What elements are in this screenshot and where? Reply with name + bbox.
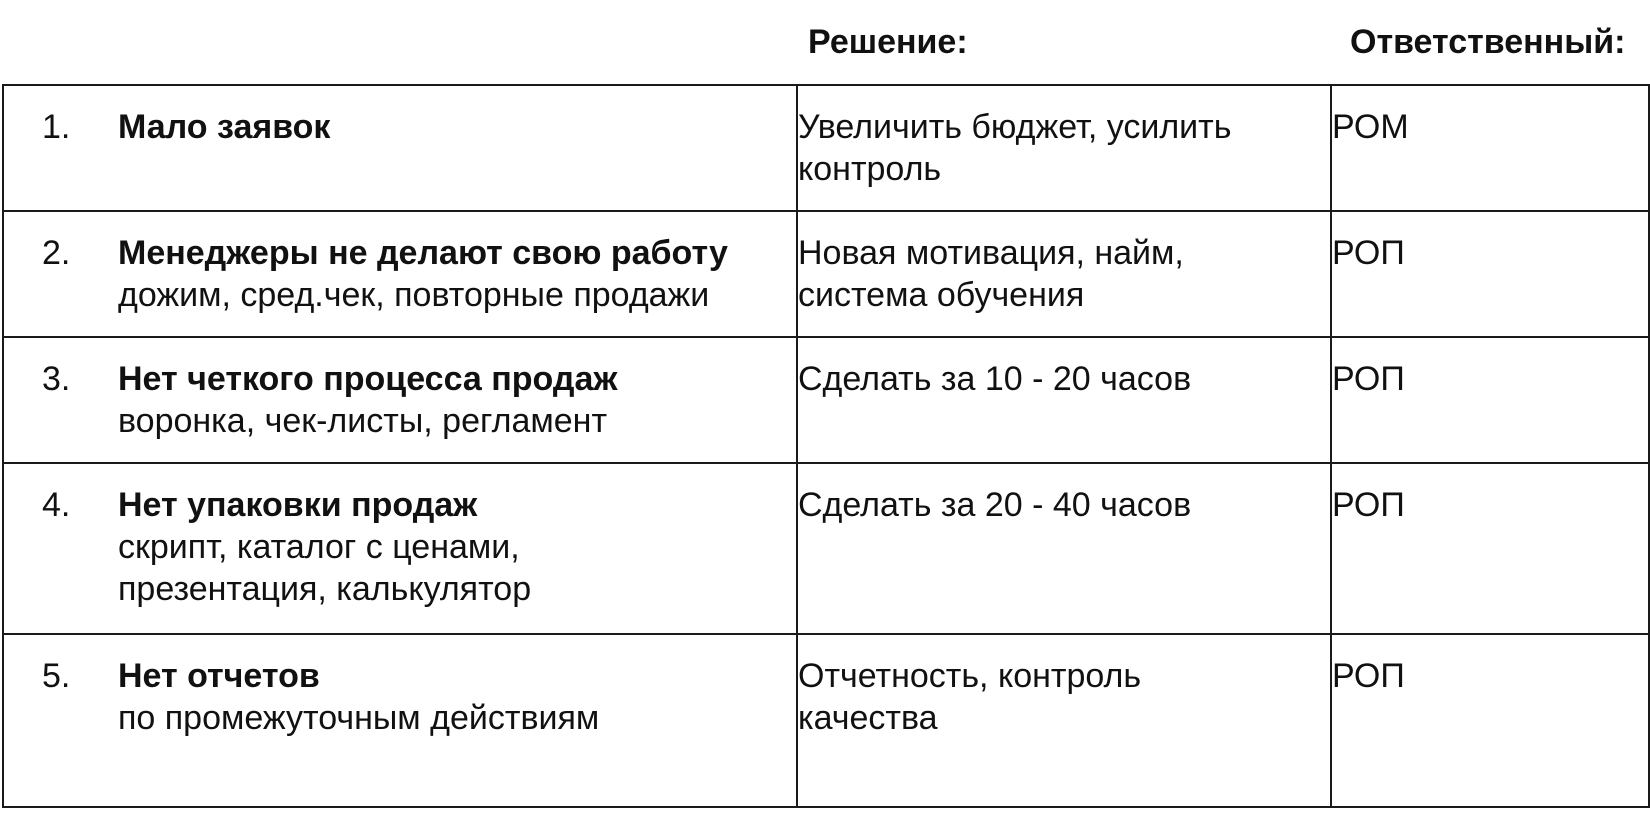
solution-cell: Сделать за 20 - 40 часов (797, 463, 1331, 634)
problem-cell (3, 211, 797, 337)
row-number: 1. (42, 108, 71, 146)
problem-title: Нет отчетов (118, 657, 320, 695)
table-row (3, 211, 1649, 337)
owner-cell: РОП (1331, 634, 1649, 807)
owner-cell: РОП (1331, 211, 1649, 337)
owner-cell: РОП (1331, 463, 1649, 634)
row-number: 4. (42, 486, 71, 524)
table-row (3, 85, 1649, 211)
problem-details: по промежуточным действиям (118, 699, 600, 737)
problem-cell (3, 634, 797, 807)
table-row (3, 634, 1649, 807)
problem-cell (3, 85, 797, 211)
problem-title: Менеджеры не делают свою работу (118, 234, 728, 272)
problem-cell (3, 463, 797, 634)
problem-title: Нет четкого процесса продаж (118, 360, 618, 398)
problem-details: воронка, чек-листы, регламент (118, 402, 608, 440)
table-row (3, 337, 1649, 463)
owner-column-header: Ответственный: (1350, 23, 1626, 61)
owner-cell: РОП (1331, 337, 1649, 463)
problem-title: Мало заявок (118, 108, 331, 146)
row-number: 2. (42, 234, 71, 272)
owner-cell: РОМ (1331, 85, 1649, 211)
table-row (3, 463, 1649, 634)
row-number: 3. (42, 360, 71, 398)
problem-title: Нет упаковки продаж (118, 486, 478, 524)
problem-details: дожим, сред.чек, повторные продажи (118, 276, 710, 314)
row-number: 5. (42, 657, 71, 695)
problem-details: скрипт, каталог с ценами, презентация, калькулятор (118, 528, 532, 608)
solution-cell: Сделать за 10 - 20 часов (797, 337, 1331, 463)
solution-cell: Новая мотивация, найм, система обучения (797, 211, 1331, 337)
problems-table (2, 84, 1650, 808)
problem-cell (3, 337, 797, 463)
solution-column-header: Решение: (808, 23, 968, 61)
solution-cell: Отчетность, контроль качества (797, 634, 1331, 807)
solution-cell: Увеличить бюджет, усилить контроль (797, 85, 1331, 211)
